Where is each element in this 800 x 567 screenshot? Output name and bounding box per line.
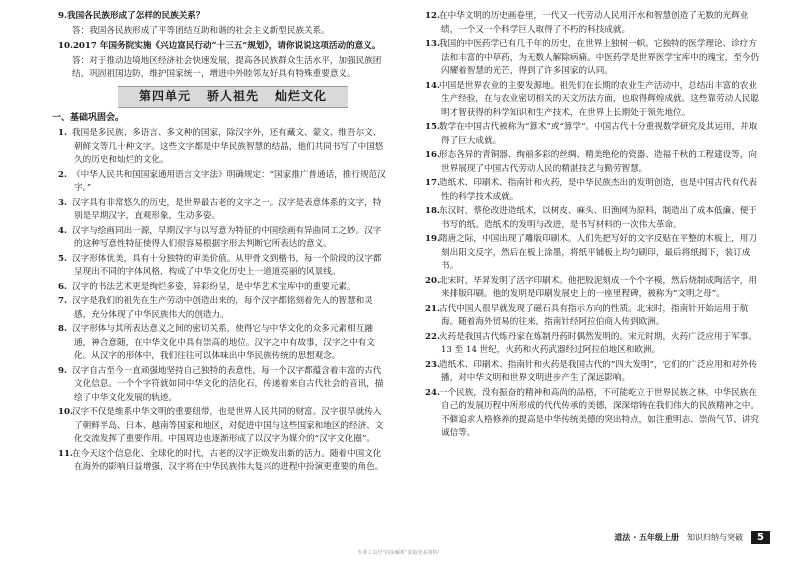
list-item: 18.东汉时，蔡伦改进造纸术，以树皮、麻头、旧渔网为原料，制造出了成本低廉、便于书写的纸。造纸术的发明与改进，是书写材料的一次伟大革命。 xyxy=(425,206,757,230)
list-item: 12.在中华文明的历史画卷里，一代又一代劳动人民用汗水和智慧创造了无数的光辉业绩，一个又一个科学巨人取得了不朽的科技成就。 xyxy=(425,11,749,35)
list-item: 24.一个民族，没有振奋的精神和高尚的品格，不可能屹立于世界民族之林。中华民族在自己的发展历程中所形成的代代传承的美德，深深熔铸在我们伟大的民族精神之中。不僻追求人格修养的提高是中华传统美德的突出特点，如注重明志、崇尚气节、讲究诚信等。 xyxy=(425,387,759,438)
list-item: 2. 《中华人民共和国国家通用语言文字法》明确规定：“国家推广普通话，推行规范汉字。” xyxy=(58,169,386,193)
list-item: 3. 汉字具有非常悠久的历史，是世界最古老的文字之一。汉字是表意体系的文字，特别是早期汉字，直观形象，生动多姿。 xyxy=(58,197,382,221)
list-item: 9. 汉字自古至今一直顽强地坚持自己独特的表意性，每一个汉字都蕴含着丰富的古代文化信息。一个个字符就如同中华文化的活化石，传递着来自古代社会的音讯，描绘了中华文化发展的轨迹。 xyxy=(58,365,384,403)
question-text: 我国各民族形成了怎样的民族关系？ xyxy=(66,11,205,21)
page-number: 5 xyxy=(751,531,770,544)
answer-text: 答：对于推动边境地区经济社会快速发展，提高各民族群众生活水平，加强民族团结，巩固祖国边防，维护国家统一，增进中外睦邻友好具有特殊重要意义。 xyxy=(72,55,382,79)
list-item: 21.古代中国人很早就发现了磁石具有指示方向的性质。北宋时，指南针开始运用于航海。随着海外贸易的往来，指南针经阿拉伯商人传到欧洲。 xyxy=(425,303,749,327)
pre-question-9 xyxy=(58,10,388,38)
unit-banner xyxy=(118,86,348,108)
list-item: 22.火药是我国古代炼丹家在炼制丹药时偶然发明的。宋元时期，火药广泛应用于军事。13 至 14 世纪，火药和火药武器经过阿拉伯地区和欧洲。 xyxy=(425,331,757,355)
question-number: 9. xyxy=(58,11,67,21)
list-item: 11.在今天这个信息化、全球化的时代，古老的汉字正焕发出新的活力。随着中国文化在海外的影响日益增强，汉字将在中华民族伟大复兴的进程中扮演更重要的角色。 xyxy=(58,448,384,472)
section-title: 一、基础巩固会。 xyxy=(52,112,125,123)
list-item: 14.中国是世界农业的主要发源地。祖先们在长期的农业生产活动中，总结出丰富的农业生产经验，在与农业密切相关的天文历法方面，也取得辉煌成就。这些靠劳动人民聪明才智获得的科学知识和生产技术，在世界上长期处于领先地位。 xyxy=(425,80,759,118)
left-column xyxy=(52,10,388,476)
list-item: 4. 汉字与绘画同出一源，早期汉字与以写意为特征的中国绘画有异曲同工之妙。汉字的这种写意性特征使得人们很容易根据字形去判断它所表达的意义。 xyxy=(58,225,382,249)
list-item: 15.数学在中国古代被称为“算术”或“算学”。中国古代十分重视数学研究及其运用，并取得了巨大成就。 xyxy=(425,122,758,146)
unit-title-part1: 骄人祖先 xyxy=(206,88,259,103)
list-item: 8. 汉字形体与其所表达意义之间的密切关系，使得它与中华文化的众多元素相互融通，神合意随，在中华文化中具有崇高的地位。汉字之中有故事，汉字之中有文化。从汉字的形体中，我们往往可以体味出中华民族传统的思想观念。 xyxy=(58,324,375,361)
list-item: 19.隋唐之际，中国出现了雕版印刷术。人们先把写好的文字反贴在平整的木板上，用刀刻出阳文反字，然后在板上涂墨，将纸平铺板上均匀刷印，最后将纸揭下，装订成书。 xyxy=(425,234,757,271)
watermark-text: 专业工具号“同步解析”获取更多资料！ xyxy=(357,550,443,556)
list-item: 16.形态各异的青铜器、绚丽多彩的丝绸、精美绝伦的瓷器、造福千秋的工程建设等，向世界展现了中国古代劳动人民的精湛技艺与勤劳智慧。 xyxy=(425,150,757,174)
list-item: 13.我国的中医药学已有几千年的历史，在世界上独树一帜。它独特的医学理论、诊疗方法和丰富的中草药，为无数人解除病痛。中医药学是世界医学宝库中的瑰宝，至今仍闪耀着智慧的光芒，得到了许多国家的认同。 xyxy=(425,39,759,76)
list-item: 7. 汉字是我们的祖先在生产劳动中创造出来的，每个汉字都铭刻着先人的智慧和灵感，充分体现了中华民族伟大的创造力。 xyxy=(58,296,373,320)
list-item: 20.北宋时，毕昇发明了活字印刷术。他把胶泥刻成一个个字模，然后烧制成陶活字，用来排版印刷。他的发明是印刷发展史上的一座里程碑，被称为“文明之母”。 xyxy=(425,275,757,299)
list-item: 10.汉字不仅是维系中华文明的重要纽带，也是世界人民共同的财富。汉字很早就传入了朝鲜半岛、日本、越南等国家和地区，对促进中国与这些国家和地区的经济、文化交流发挥了重要作用。中国周边也逐渐形成了以汉字为媒介的“汉字文化圈”。 xyxy=(58,407,384,444)
question-text: 2017 年国务院实施《兴边富民行动“十三五”规划》，请你说说这项活动的意义。 xyxy=(72,41,381,51)
question-number: 10. xyxy=(58,41,73,51)
unit-number: 第四单元 xyxy=(138,88,191,103)
footer-section: 知识归纳与突破 xyxy=(687,532,744,542)
answer-text: 答：我国各民族形成了平等团结互助和谐的社会主义新型民族关系。 xyxy=(72,25,330,36)
list-item: 1. 我国是多民族、多语言、多文种的国家，除汉字外，还有藏文、蒙文、维吾尔文、朝鲜文等几十种文字。这些文字都是中华民族智慧的结晶，他们共同书写了中国悠久的历史和灿烂的文化。 xyxy=(58,128,384,165)
list-item: 17.造纸术、印刷术、指南针和火药，是中华民族杰出的发明创造，也是中国古代有代表性的科学技术成就。 xyxy=(425,178,757,202)
pre-question-10 xyxy=(58,40,388,82)
page-footer xyxy=(425,528,770,546)
list-item: 23.造纸术、印刷术、指南针和火药是我国古代的“四大发明”，它们的广泛应用和对外传播，对中华文明和世界文明进步产生了深远影响。 xyxy=(425,359,758,383)
list-item: 6. 汉字的书法艺术更是绚烂多姿，异彩纷呈，是中华艺术宝库中的重要元素。 xyxy=(58,281,356,292)
unit-title-part2: 灿烂文化 xyxy=(275,88,328,103)
footer-subject: 道法 · 五年级上册 xyxy=(614,532,680,542)
list-item: 5. 汉字形体优美，具有十分独特的审美价值。从甲骨文到楷书，每一个阶段的汉字都呈现出不同的字体风格，构成了中华文化历史上一道道亮丽的风景线。 xyxy=(58,253,382,277)
right-column xyxy=(425,10,765,442)
